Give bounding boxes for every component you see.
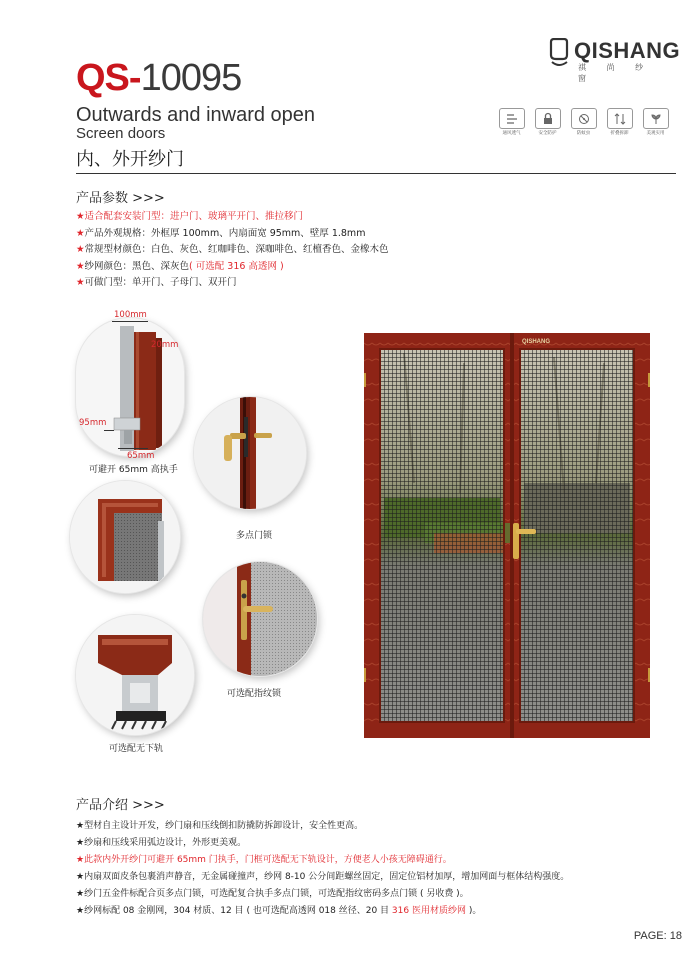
multipoint-lock-image	[194, 397, 306, 509]
brand-logo	[548, 38, 681, 83]
dim-65: 65mm	[127, 451, 155, 461]
feature-icons	[496, 108, 676, 136]
model-digits: 10095	[140, 57, 242, 99]
title-english-sub: Screen doors	[76, 125, 166, 142]
brand-name: QISHANG	[574, 38, 681, 63]
plant-icon	[643, 108, 669, 129]
intro-item-design: ★型材自主设计开发，纱门扇和压线倒扣防撬防拆卸设计，安全性更高。	[76, 821, 364, 831]
caption-multipoint-lock: 多点门锁	[236, 531, 273, 541]
fingerprint-lock-image	[203, 562, 317, 676]
caption-fingerprint-lock: 可选配指纹锁	[227, 689, 282, 699]
intro-item-silent: ★内扇双面皮条包裹消声静音，无金属碰撞声，纱网 8-10 公分间距螺丝固定，固定位铝材加厚，增加网面与框体结构强度。	[76, 872, 570, 882]
caption-handle: 可避开 65mm 高执手	[89, 465, 178, 475]
brand-subtitle: 祺 尚 纱 窗	[578, 63, 653, 83]
bottom-track-image	[76, 615, 194, 735]
arrows-icon	[607, 108, 633, 129]
feature-security: 安全防护	[532, 108, 563, 136]
model-prefix: QS	[76, 57, 129, 99]
title-english: Outwards and inward open	[76, 104, 316, 126]
feature-fold: 折叠拆卸	[604, 108, 635, 136]
dim-95-line	[104, 430, 114, 431]
feature-mosquito: 防蚊虫	[568, 108, 599, 136]
dim-100: 100mm	[114, 310, 147, 320]
door-image	[364, 333, 650, 738]
title-divider	[76, 173, 676, 174]
dim-65-line	[118, 448, 148, 449]
mosquito-icon	[571, 108, 597, 129]
dim-95: 95mm	[79, 418, 107, 428]
ventilation-icon	[499, 108, 525, 129]
model-dash: -	[128, 57, 141, 99]
feature-ventilation: 通风透气	[496, 108, 527, 136]
params-item-door-types: ★适合配套安装门型：进户门、玻璃平开门、推拉移门	[76, 211, 304, 222]
caption-no-bottom-track: 可选配无下轨	[109, 744, 164, 754]
page-number: PAGE: 18	[633, 930, 682, 942]
params-item-profile-colors: ★常规型材颜色：白色、灰色、红咖啡色、深咖啡色、红檀香色、金橡木色	[76, 244, 389, 255]
params-item-door-styles: ★可做门型：单开门、子母门、双开门	[76, 277, 237, 288]
intro-item-mesh: ★纱网标配 08 金刚网，304 材质、12 目 ( 也可选配高透网 018 丝径、20 目 316 医用材质纱网 )。	[76, 906, 482, 916]
params-item-mesh-colors: ★纱网颜色：黑色、深灰色( 可选配 316 高透网 )	[76, 260, 284, 272]
lock-icon	[535, 108, 561, 129]
dim-100-line	[112, 321, 148, 322]
params-list	[76, 209, 389, 292]
model-number	[76, 56, 241, 100]
door-logo: QISHANG	[522, 339, 551, 345]
intro-item-hardware: ★纱门五金件标配合页多点门锁，可选配复合执手多点门锁，可选配指纹密码多点门锁 ( 另收费 )。	[76, 889, 469, 899]
params-heading: 产品参数 >>>	[76, 191, 165, 206]
intro-item-handle-track: ★此款内外开纱门可避开 65mm 门执手，门框可选配无下轨设计，方便老人小孩无障碍通行。	[76, 855, 452, 865]
intro-list	[76, 818, 569, 920]
feature-plant: 美观实用	[640, 108, 671, 136]
logo-mark-icon	[548, 38, 570, 68]
params-item-spec: ★产品外观规格：外框厚 100mm、内扇面宽 95mm、壁厚 1.8mm	[76, 227, 366, 239]
profile-section-image	[76, 318, 184, 456]
intro-item-arc-edge: ★纱扇和压线采用弧边设计，外形更美观。	[76, 838, 247, 848]
title-chinese: 内、外开纱门	[76, 149, 184, 170]
dim-20: 20mm	[151, 340, 179, 350]
intro-heading: 产品介绍 >>>	[76, 798, 165, 813]
frame-corner-image	[70, 481, 180, 593]
